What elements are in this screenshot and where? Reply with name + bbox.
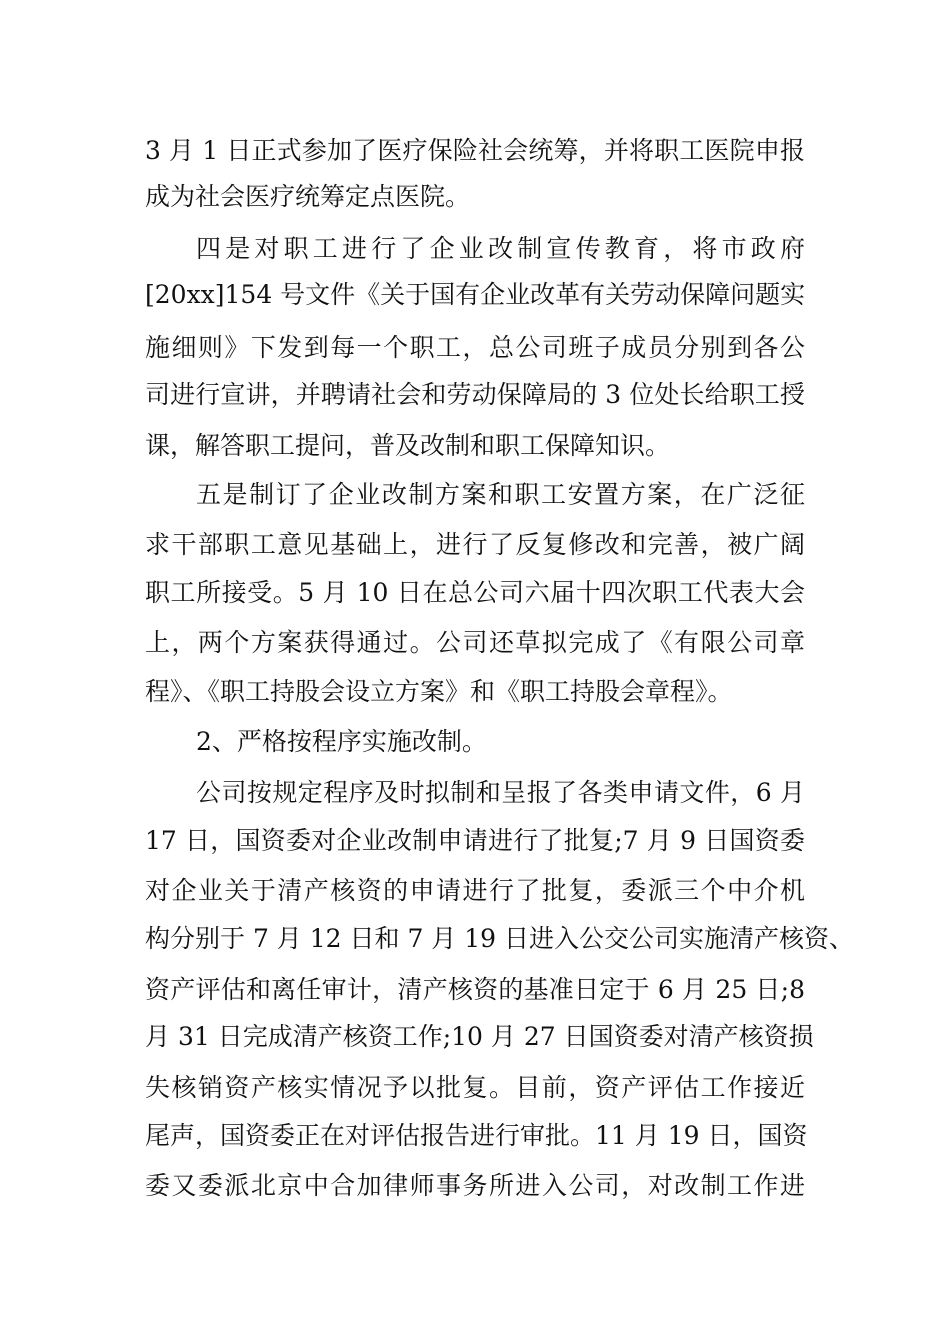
text-line: 构分别于 7 月 12 日和 7 月 19 日进入公交公司实施清产核资、 [145, 924, 855, 953]
text-line: 课，解答职工提问，普及改制和职工保障知识。 [145, 431, 671, 460]
text-line: 四是对职工进行了企业改制宣传教育，将市政府 [196, 234, 805, 263]
text-line: 求干部职工意见基础上，进行了反复修改和完善，被广阔 [145, 530, 805, 559]
text-line: 上，两个方案获得通过。公司还草拟完成了《有限公司章 [145, 628, 805, 657]
text-line: 成为社会医疗统筹定点医院。 [145, 182, 471, 211]
text-line: 失核销资产核实情况予以批复。目前，资产评估工作接近 [145, 1073, 805, 1102]
text-line: 司进行宣讲，并聘请社会和劳动保障局的 3 位处长给职工授 [145, 380, 805, 409]
text-line: 公司按规定程序及时拟制和呈报了各类申请文件，6 月 [196, 778, 805, 807]
text-line: [20xx]154 号文件《关于国有企业改革有关劳动保障问题实 [145, 280, 806, 309]
text-line: 五是制订了企业改制方案和职工安置方案，在广泛征 [196, 480, 805, 509]
text-line: 尾声，国资委正在对评估报告进行审批。11 月 19 日，国资 [145, 1121, 808, 1150]
text-line: 职工所接受。5 月 10 日在总公司六届十四次职工代表大会 [145, 578, 805, 607]
text-line: 委又委派北京中合加律师事务所进入公司，对改制工作进 [145, 1171, 805, 1200]
text-line: 3 月 1 日正式参加了医疗保险社会统筹，并将职工医院申报 [145, 136, 805, 165]
text-line: 程》、《职工持股会设立方案》和《职工持股会章程》。 [145, 677, 733, 706]
text-line: 17 日，国资委对企业改制申请进行了批复;7 月 9 日国资委 [145, 826, 805, 855]
section-heading: 2、严格按程序实施改制。 [196, 727, 487, 756]
text-line: 资产评估和离任审计，清产核资的基准日定于 6 月 25 日;8 [145, 975, 805, 1004]
text-line: 对企业关于清产核资的申请进行了批复，委派三个中介机 [145, 876, 805, 905]
text-line: 月 31 日完成清产核资工作;10 月 27 日国资委对清产核资损 [145, 1022, 814, 1051]
text-line: 施细则》下发到每一个职工，总公司班子成员分别到各公 [145, 333, 805, 362]
